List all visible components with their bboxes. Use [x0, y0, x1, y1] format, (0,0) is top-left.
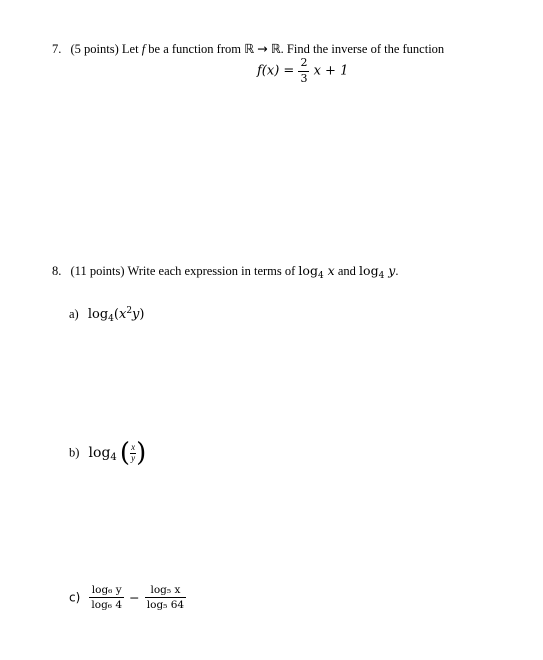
question-8-and: and [337, 264, 356, 278]
question-7-equation [257, 57, 348, 85]
part-c [69, 584, 186, 611]
question-7 [52, 41, 444, 57]
equation-rhs: x + 1 [313, 63, 349, 79]
part-c-fraction-1-denominator: log₆ 4 [91, 599, 123, 612]
question-7-text-post: . Find the inverse of the function [280, 42, 445, 56]
question-8-log2: $\log_4 y$ [359, 263, 396, 281]
part-a [69, 307, 144, 322]
part-c-fraction-2-denominator: log₅ 64 [146, 599, 185, 612]
question-8-period: . [395, 264, 399, 278]
part-b-label: b) [69, 445, 80, 460]
part-b [69, 440, 146, 466]
part-b-fraction: $\frac{x}{y}$ [131, 442, 136, 463]
question-7-f: f [141, 42, 146, 56]
equation-lhs: f(x) = [257, 63, 295, 79]
question-8-log1: $\log_4 x$ [298, 263, 335, 281]
part-c-fraction-2-numerator: log₅ x [145, 584, 186, 598]
part-c-fraction-1 [89, 584, 124, 611]
part-b-open-paren: ( [119, 438, 131, 468]
part-b-close-paren: ) [136, 438, 147, 468]
question-8-points: (11 points) [70, 264, 125, 278]
part-c-label: c) [69, 590, 81, 605]
question-7-text-mid: be a function from [148, 42, 241, 56]
part-a-expression: $\log_4(x^2y)$ [87, 306, 145, 324]
question-7-arrow: → [257, 41, 268, 56]
question-7-domain: ℝ [244, 41, 255, 56]
question-7-text-pre: Let [121, 42, 139, 56]
part-a-label: a) [69, 307, 79, 321]
question-8 [52, 263, 398, 279]
equation-fraction [298, 57, 309, 85]
part-c-fraction-1-numerator: log₆ y [89, 584, 124, 598]
fraction-numerator: 2 [298, 57, 309, 72]
question-7-points: (5 points) [70, 42, 119, 56]
part-b-log: $\log_4$ [88, 445, 117, 463]
part-c-fraction-2 [145, 584, 186, 611]
part-c-minus: − [129, 590, 140, 606]
question-8-text: Write each expression in terms of [127, 264, 296, 278]
question-7-number: 7. [52, 42, 62, 56]
question-7-codomain: ℝ [270, 41, 281, 56]
question-8-number: 8. [52, 264, 62, 278]
fraction-denominator: 3 [300, 71, 308, 85]
